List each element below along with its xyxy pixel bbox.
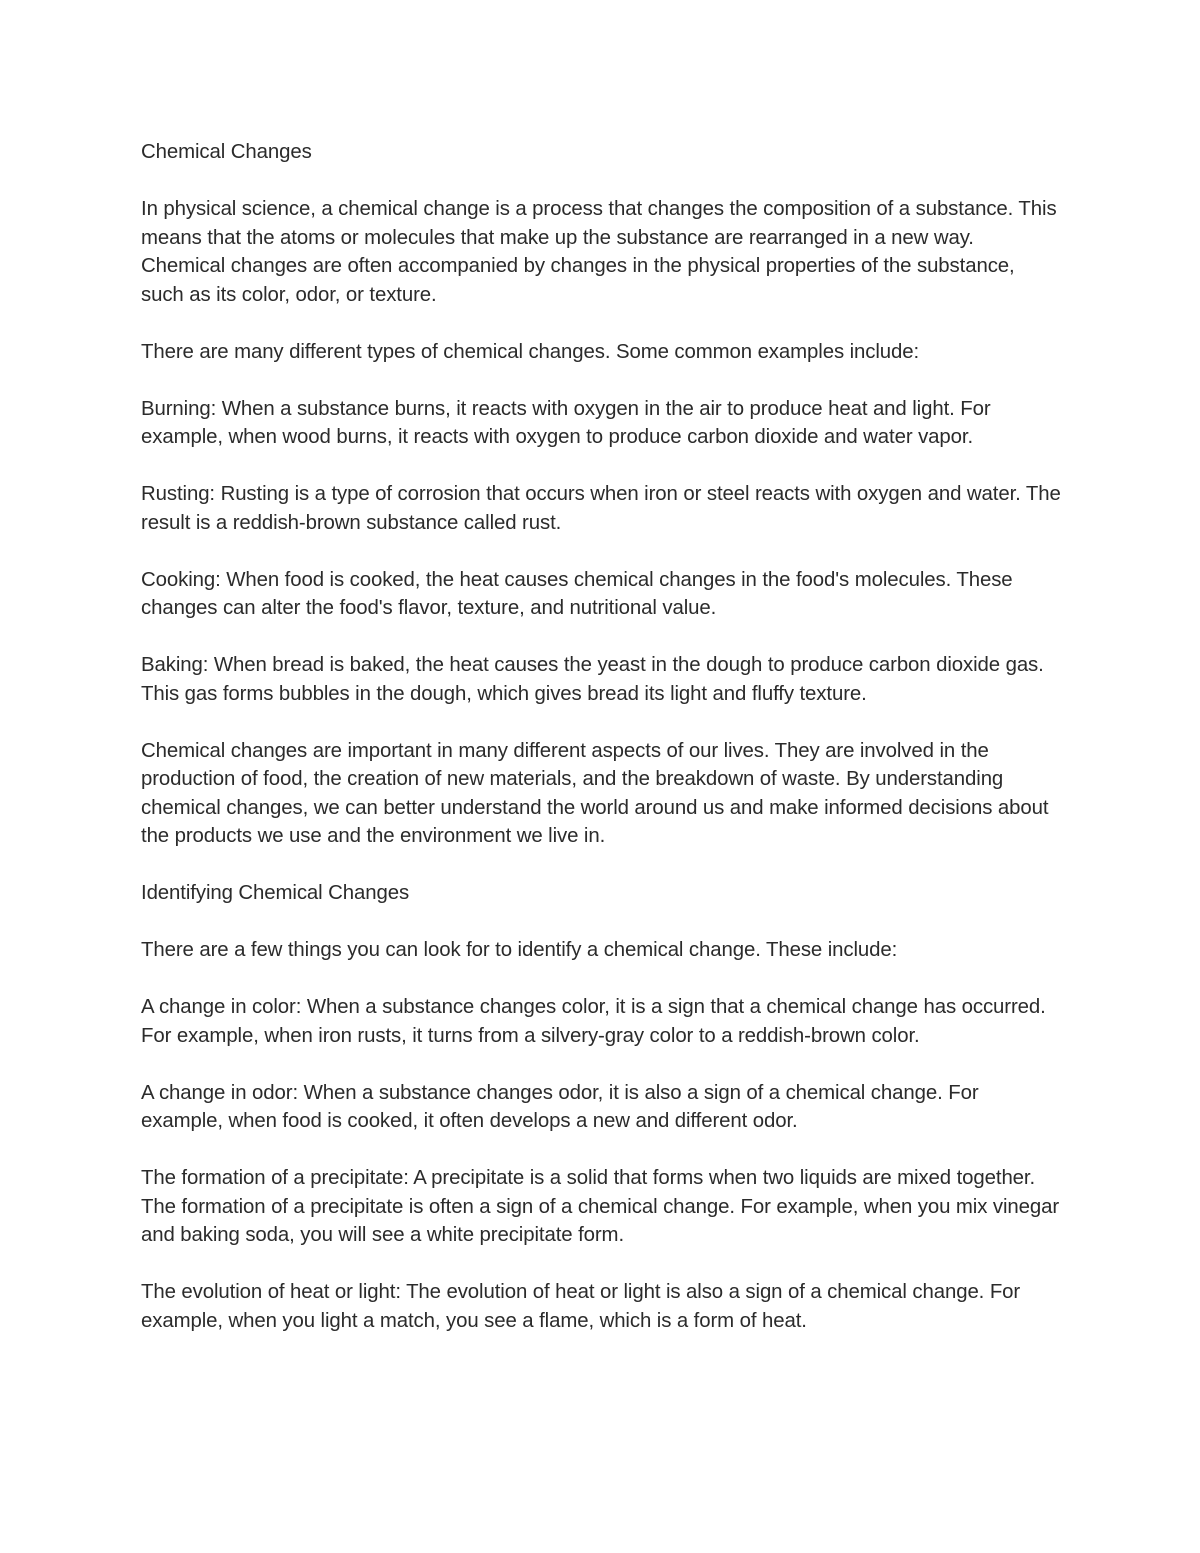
- document-title: Chemical Changes: [141, 141, 312, 163]
- baking-paragraph: Baking: When bread is baked, the heat causes the yeast in the dough to produce carbon dioxide gas. This gas forms bubbles in the dough, which gives bread its light and fluffy texture.: [141, 654, 1044, 705]
- precipitate-paragraph: The formation of a precipitate: A precipitate is a solid that forms when two liquids are mixed together. The formation of a precipitate is often a sign of a chemical change. For example, when you mix vinegar and baking soda, you will see a white precipitate form.: [141, 1167, 1060, 1246]
- document-body: [141, 138, 1061, 1335]
- odor-change-paragraph: A change in odor: When a substance changes odor, it is also a sign of a chemical change. For example, when food is cooked, it often develops a new and different odor.: [141, 1081, 979, 1132]
- burning-paragraph: Burning: When a substance burns, it reacts with oxygen in the air to produce heat and light. For example, when wood burns, it reacts with oxygen to produce carbon dioxide and water vapor.: [141, 397, 991, 448]
- intro-paragraph: In physical science, a chemical change is a process that changes the composition of a substance. This means that the atoms or molecules that make up the substance are rearranged in a new way. Chemical changes are often accompanied by changes in the physical properties of the substance, such as its color, odor, or texture.: [141, 198, 1057, 306]
- examples-lead-paragraph: There are many different types of chemical changes. Some common examples include:: [141, 340, 920, 363]
- color-change-paragraph: A change in color: When a substance changes color, it is a sign that a chemical change has occurred. For example, when iron rusts, it turns from a silvery-gray color to a reddish-brown color.: [141, 996, 1046, 1047]
- rusting-paragraph: Rusting: Rusting is a type of corrosion that occurs when iron or steel reacts with oxygen and water. The result is a reddish-brown substance called rust.: [141, 483, 1061, 534]
- identify-lead-paragraph: There are a few things you can look for to identify a chemical change. These include:: [141, 939, 898, 961]
- cooking-paragraph: Cooking: When food is cooked, the heat causes chemical changes in the food's molecules. These changes can alter the food's flavor, texture, and nutritional value.: [141, 568, 1013, 619]
- heat-light-paragraph: The evolution of heat or light: The evolution of heat or light is also a sign of a chemical change. For example, when you light a match, you see a flame, which is a form of heat.: [141, 1281, 1021, 1332]
- importance-paragraph: Chemical changes are important in many different aspects of our lives. They are involved in the production of food, the creation of new materials, and the breakdown of waste. By understanding chemical changes, we can better understand the world around us and make informed decisions about the products we use and the environment we live in.: [141, 739, 1049, 847]
- section-heading-identifying: Identifying Chemical Changes: [141, 882, 410, 904]
